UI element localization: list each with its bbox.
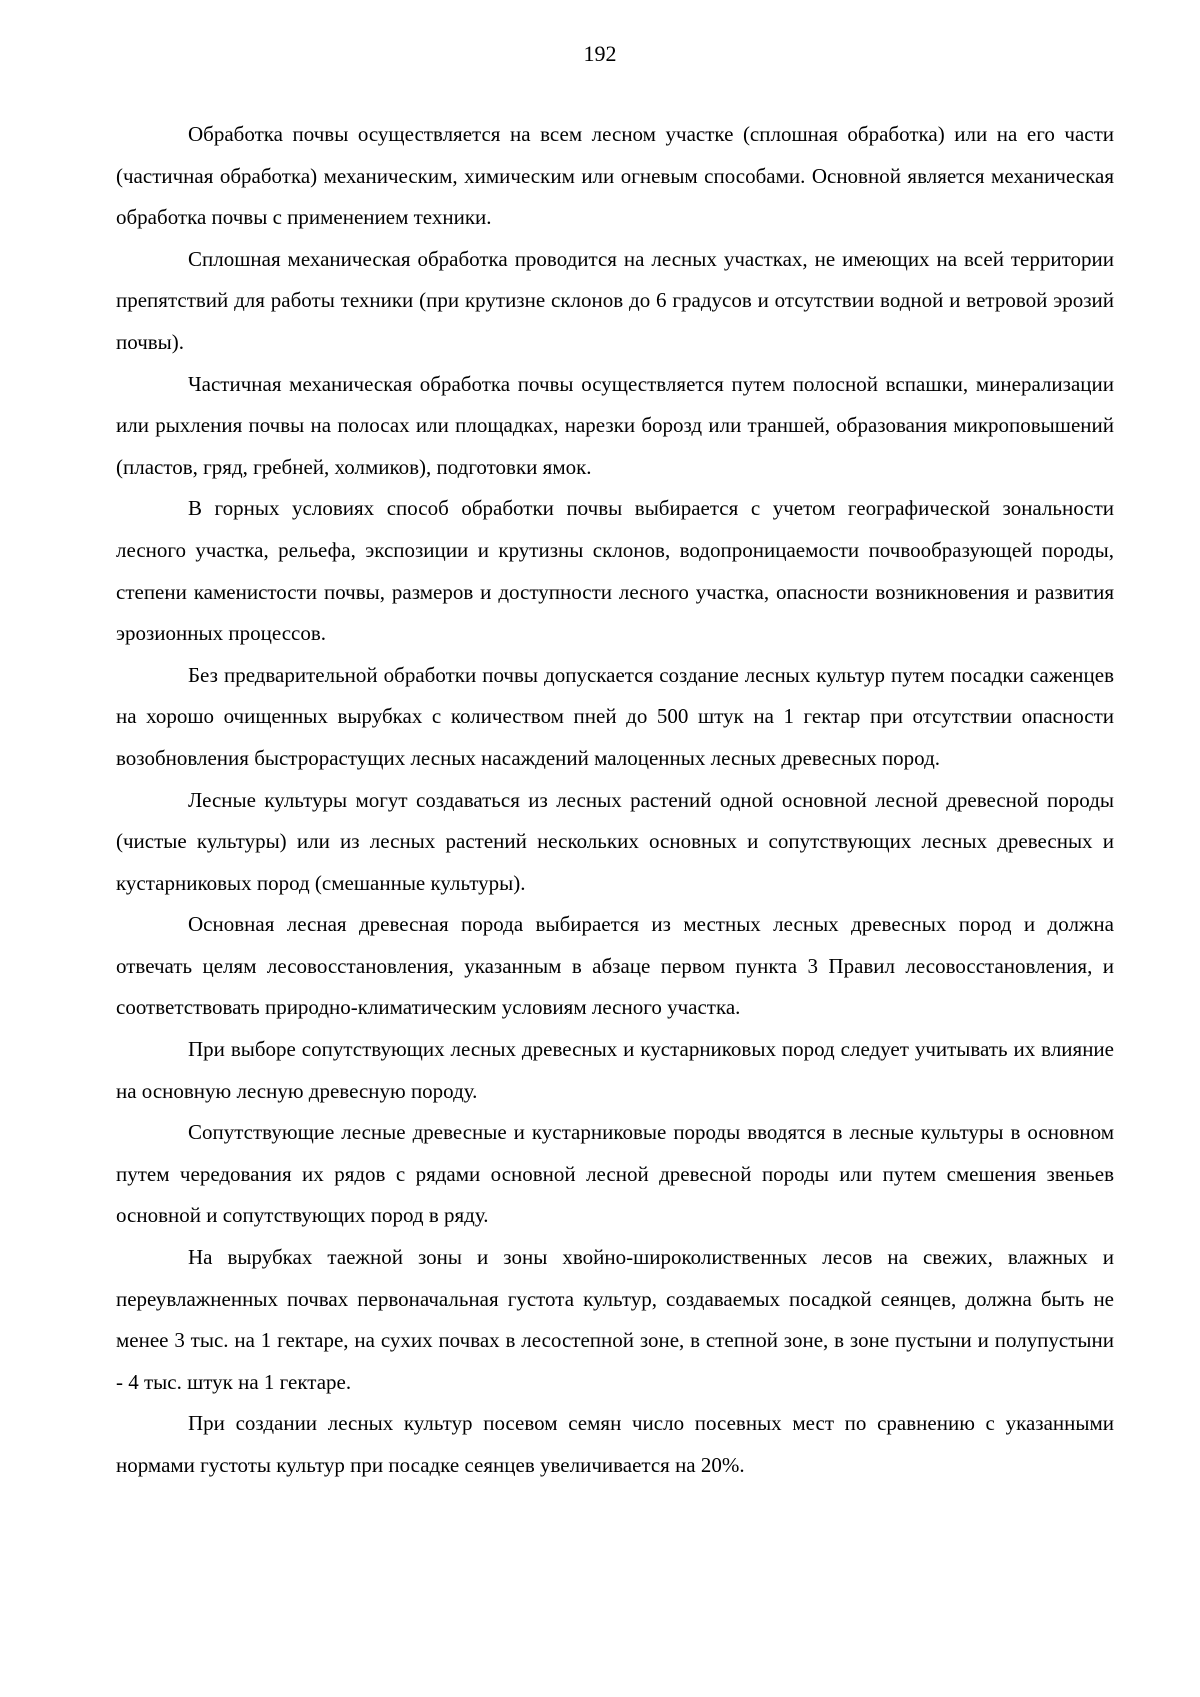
- paragraph-soil-treatment: Обработка почвы осуществляется на всем лесном участке (сплошная обработка) или на его части (частичная обработка) механическим, химическим или огневым способами. Основной является механическая обработка почвы с применением техники.: [116, 122, 1114, 230]
- paragraph-culture-composition: Лесные культуры могут создаваться из лесных растений одной основной лесной древесной породы (чистые культуры) или из лесных растений нескольких основных и сопутствующих лесных древесных и кустарниковых пород (смешанные культуры).: [116, 787, 1114, 895]
- paragraph-species-mixing: Сопутствующие лесные древесные и кустарниковые породы вводятся в лесные культуры в основном путем чередования их рядов с рядами основной лесной древесной породы или путем смешения звеньев основной и сопутствующих пород в ряду.: [116, 1120, 1114, 1228]
- paragraph-planting-density: На вырубках таежной зоны и зоны хвойно-широколиственных лесов на свежих, влажных и переувлажненных почвах первоначальная густота культур, создаваемых посадкой сеянцев, должна быть не менее 3 тыс. на 1 гектаре, на сухих почвах в лесостепной зоне, в степной зоне, в зоне пустыни и полупустыни - 4 тыс. штук на 1 гектаре.: [116, 1245, 1114, 1394]
- paragraph-main-species: Основная лесная древесная порода выбирается из местных лесных древесных пород и должна отвечать целям лесовосстановления, указанным в абзаце первом пункта 3 Правил лесовосстановления, и соответствовать природно-климатическим условиям лесного участка.: [116, 912, 1114, 1020]
- paragraph-companion-species: При выборе сопутствующих лесных древесных и кустарниковых пород следует учитывать их влияние на основную лесную древесную породу.: [116, 1037, 1114, 1103]
- paragraph-continuous-treatment: Сплошная механическая обработка проводится на лесных участках, не имеющих на всей территории препятствий для работы техники (при крутизне склонов до 6 градусов и отсутствии водной и ветровой эрозий почвы).: [116, 246, 1114, 354]
- document-body: [116, 114, 1114, 1487]
- paragraph-partial-treatment: Частичная механическая обработка почвы осуществляется путем полосной вспашки, минерализации или рыхления почвы на полосах или площадках, нарезки борозд или траншей, образования микроповышений (пластов, гряд, гребней, холмиков), подготовки ямок.: [116, 371, 1114, 479]
- paragraph-no-pretreatment: Без предварительной обработки почвы допускается создание лесных культур путем посадки саженцев на хорошо очищенных вырубках с количеством пней до 500 штук на 1 гектар при отсутствии опасности возобновления быстрорастущих лесных насаждений малоценных лесных древесных пород.: [116, 662, 1114, 770]
- page-number: 192: [583, 41, 617, 66]
- paragraph-mountain-conditions: В горных условиях способ обработки почвы выбирается с учетом географической зональности лесного участка, рельефа, экспозиции и крутизны склонов, водопроницаемости почвообразующей породы, степени каменистости почвы, размеров и доступности лесного участка, опасности возникновения и развития эрозионных процессов.: [116, 496, 1114, 646]
- paragraph-seeding-norms: При создании лесных культур посевом семян число посевных мест по сравнению с указанными нормами густоты культур при посадке сеянцев увеличивается на 20%.: [116, 1411, 1114, 1477]
